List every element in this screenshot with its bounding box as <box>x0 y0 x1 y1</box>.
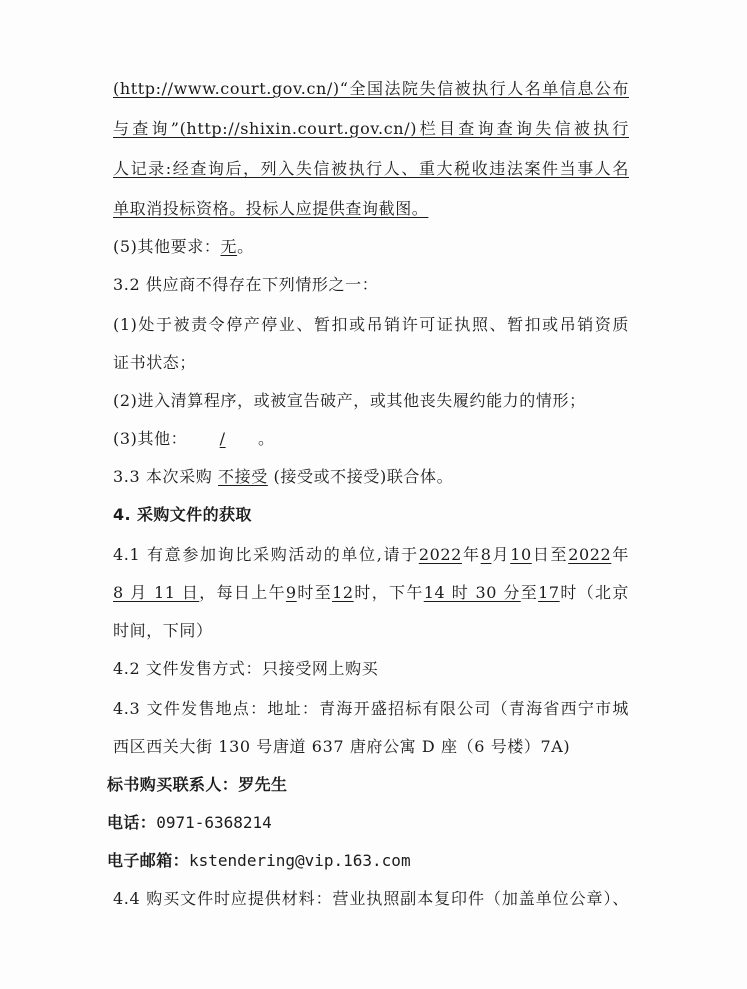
section-4-1-line-3 <box>113 620 629 642</box>
section-4-3-line-1 <box>113 698 629 720</box>
item-text: (1)处于被责令停产停业、暂扣或吊销许可证执照、暂扣或吊销资质 <box>113 315 629 334</box>
section-4-1-line-1 <box>113 544 629 566</box>
section-4-3-line-2 <box>113 736 629 758</box>
text: ，每日上午 <box>199 583 286 602</box>
section-heading-text: 4. 采购文件的获取 <box>113 505 252 524</box>
contact-person-text: 标书购买联系人：罗先生 <box>107 775 288 794</box>
item-text: (2)进入清算程序，或被宣告破产，或其他丧失履约能力的情形； <box>113 391 586 410</box>
email-address: kstendering@vip.163.com <box>189 851 411 870</box>
section-4-heading <box>113 504 629 526</box>
end-date: 8 月 11 日 <box>113 583 200 602</box>
section-3-2-item-3 <box>113 428 629 450</box>
pm-end: 17 <box>538 583 560 602</box>
other-requirements <box>113 236 629 258</box>
section-3-3 <box>113 466 629 488</box>
section-3-2-item-2 <box>113 390 629 412</box>
item-value: / <box>219 429 226 448</box>
item-text: 证书状态； <box>113 353 197 372</box>
start-month: 8 <box>480 545 492 564</box>
text: 年 <box>461 545 481 564</box>
section-4-2 <box>113 658 629 680</box>
section-4-1-line-2 <box>113 582 629 604</box>
section-heading-text: 3.2 供应商不得存在下列情形之一： <box>113 275 379 294</box>
credit-query-text: (http://www.court.gov.cn/)“全国法院失信被执行人名单信息公布 <box>113 79 629 98</box>
paragraph-line <box>113 198 629 220</box>
section-4-4 <box>113 888 629 910</box>
text: 时（北京 <box>559 583 629 602</box>
start-year: 2022 <box>418 545 462 564</box>
other-requirements-suffix: 。 <box>237 237 254 256</box>
contact-phone <box>107 812 629 834</box>
other-requirements-label: (5)其他要求： <box>113 237 221 256</box>
section-3-2-item-1-cont <box>113 352 629 374</box>
item-label: (3)其他： <box>113 429 188 448</box>
credit-query-text: 单取消投标资格。投标人应提供查询截图。 <box>113 199 429 218</box>
paragraph-line <box>113 118 629 140</box>
start-day: 10 <box>510 545 532 564</box>
credit-query-text: 与查询”(http://shixin.court.gov.cn/)栏目查询查询失信被执行 <box>113 119 629 138</box>
end-year: 2022 <box>568 545 612 564</box>
item-suffix: 。 <box>258 429 275 448</box>
consortium-suffix: (接受或不接受)联合体。 <box>273 467 454 486</box>
sale-location-text: 西区西关大街 130 号唐道 637 唐府公寓 D 座（6 号楼）7A) <box>113 737 571 756</box>
paragraph-line <box>113 158 629 180</box>
text: 至 <box>520 583 539 602</box>
sale-method-text: 4.2 文件发售方式：只接受网上购买 <box>113 659 379 678</box>
am-end: 12 <box>332 583 354 602</box>
phone-label: 电话： <box>107 813 157 832</box>
phone-number: 0971-6368214 <box>156 813 272 832</box>
other-requirements-value: 无 <box>220 237 238 256</box>
text: 时，下午 <box>353 583 424 602</box>
contact-person <box>107 774 629 796</box>
materials-text: 4.4 购买文件时应提供材料：营业执照副本复印件（加盖单位公章）、 <box>113 889 629 908</box>
text: 月 <box>491 545 511 564</box>
text: 4.1 有意参加询比采购活动的单位,请于 <box>113 545 419 564</box>
consortium-label: 3.3 本次采购 <box>113 467 213 486</box>
text: 年 <box>611 545 629 564</box>
credit-query-text: 人记录:经查询后，列入失信被执行人、重大税收违法案件当事人名 <box>113 159 629 178</box>
pm-start: 14 时 30 分 <box>423 583 521 602</box>
section-3-2-heading <box>113 274 629 296</box>
sale-location-text: 4.3 文件发售地点：地址：青海开盛招标有限公司（青海省西宁市城 <box>113 699 629 718</box>
paragraph-line <box>113 78 629 100</box>
consortium-value: 不接受 <box>218 467 268 486</box>
section-3-2-item-1 <box>113 314 629 336</box>
text: 时至 <box>296 583 333 602</box>
text: 时间，下同） <box>113 621 213 640</box>
text: 日至 <box>531 545 569 564</box>
email-label: 电子邮箱： <box>107 851 190 870</box>
contact-email <box>107 850 629 872</box>
am-start: 9 <box>285 583 297 602</box>
